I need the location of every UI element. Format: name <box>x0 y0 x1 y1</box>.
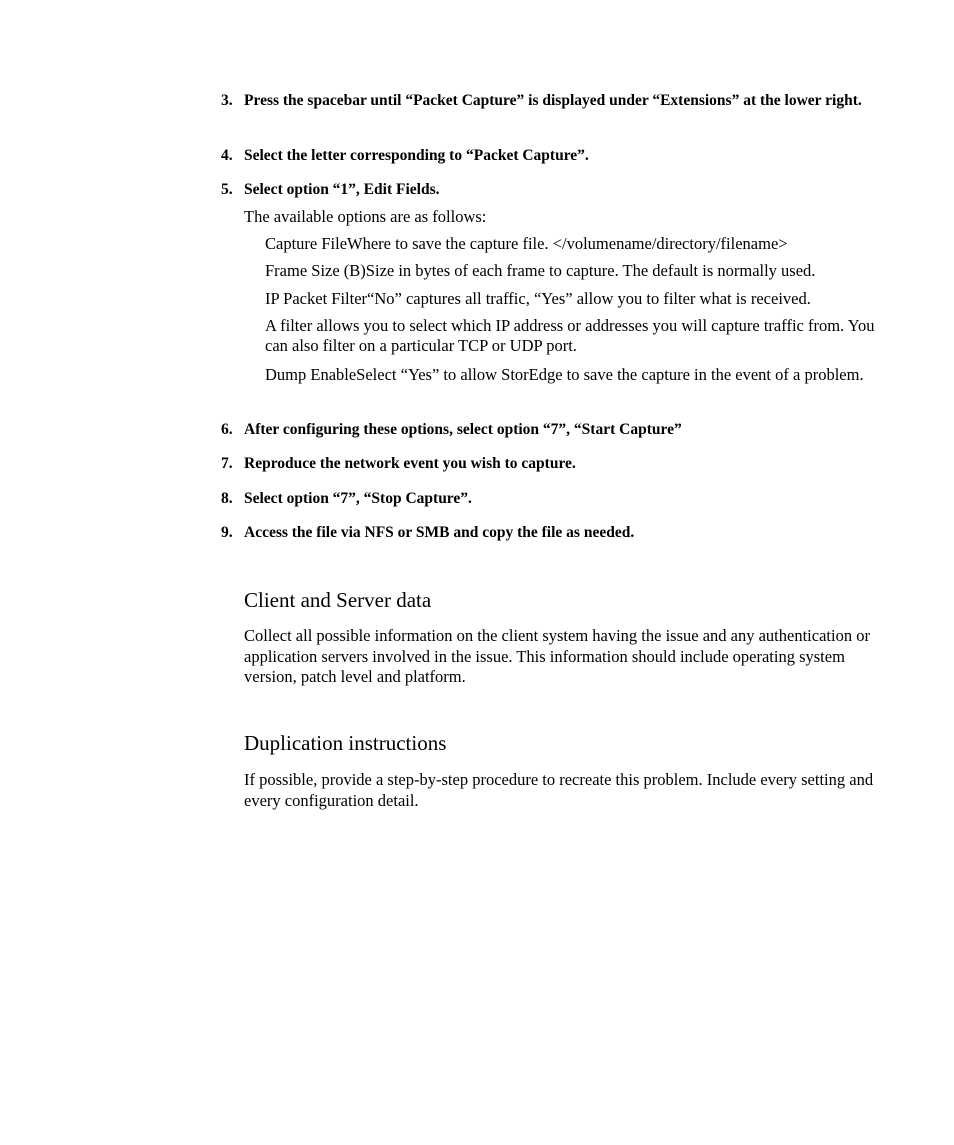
option-ip-packet-filter: IP Packet Filter“No” captures all traffic, “Yes” allow you to filter what is received. <box>265 289 811 308</box>
step-number: 5. <box>221 181 233 198</box>
step-5 <box>221 180 896 200</box>
section-heading-duplication: Duplication instructions <box>244 731 447 755</box>
step-number: 8. <box>221 490 233 507</box>
step-text: Press the spacebar until “Packet Capture” is displayed under “Extensions” at the lower right. <box>244 92 862 109</box>
option-frame-size: Frame Size (B)Size in bytes of each frame to capture. The default is normally used. <box>265 261 816 280</box>
step-number: 7. <box>221 455 233 472</box>
step-number: 9. <box>221 524 233 541</box>
section-body-duplication: If possible, provide a step-by-step procedure to recreate this problem. Include every setting and every configuration detail. <box>244 770 874 810</box>
option-filter-description: A filter allows you to select which IP address or addresses you will capture traffic from. You can also filter on a particular TCP or UDP port. <box>265 316 875 355</box>
step-6 <box>221 420 896 440</box>
step-number: 3. <box>221 92 233 109</box>
step-text: Select option “7”, “Stop Capture”. <box>244 490 472 507</box>
step-3 <box>221 91 896 111</box>
section-heading-client-server: Client and Server data <box>244 588 432 612</box>
step-number: 6. <box>221 421 233 438</box>
step-number: 4. <box>221 147 233 164</box>
step-text: After configuring these options, select option “7”, “Start Capture” <box>244 421 682 438</box>
step-text: Select option “1”, Edit Fields. <box>244 181 440 198</box>
step-text: Access the file via NFS or SMB and copy the file as needed. <box>244 524 635 541</box>
option-capture-file: Capture FileWhere to save the capture file. </volumename/directory/filename> <box>265 234 788 253</box>
step-text: Reproduce the network event you wish to capture. <box>244 455 576 472</box>
step-4 <box>221 146 896 166</box>
step-text: Select the letter corresponding to “Packet Capture”. <box>244 147 589 164</box>
step-7 <box>221 454 896 474</box>
step-9 <box>221 523 896 543</box>
section-body-client-server: Collect all possible information on the client system having the issue and any authentication or application servers involved in the issue. This information should include operating system version, patch level and platform. <box>244 626 870 686</box>
option-dump-enable: Dump EnableSelect “Yes” to allow StorEdge to save the capture in the event of a problem. <box>265 365 864 384</box>
step-8 <box>221 489 896 509</box>
options-intro: The available options are as follows: <box>244 207 487 226</box>
